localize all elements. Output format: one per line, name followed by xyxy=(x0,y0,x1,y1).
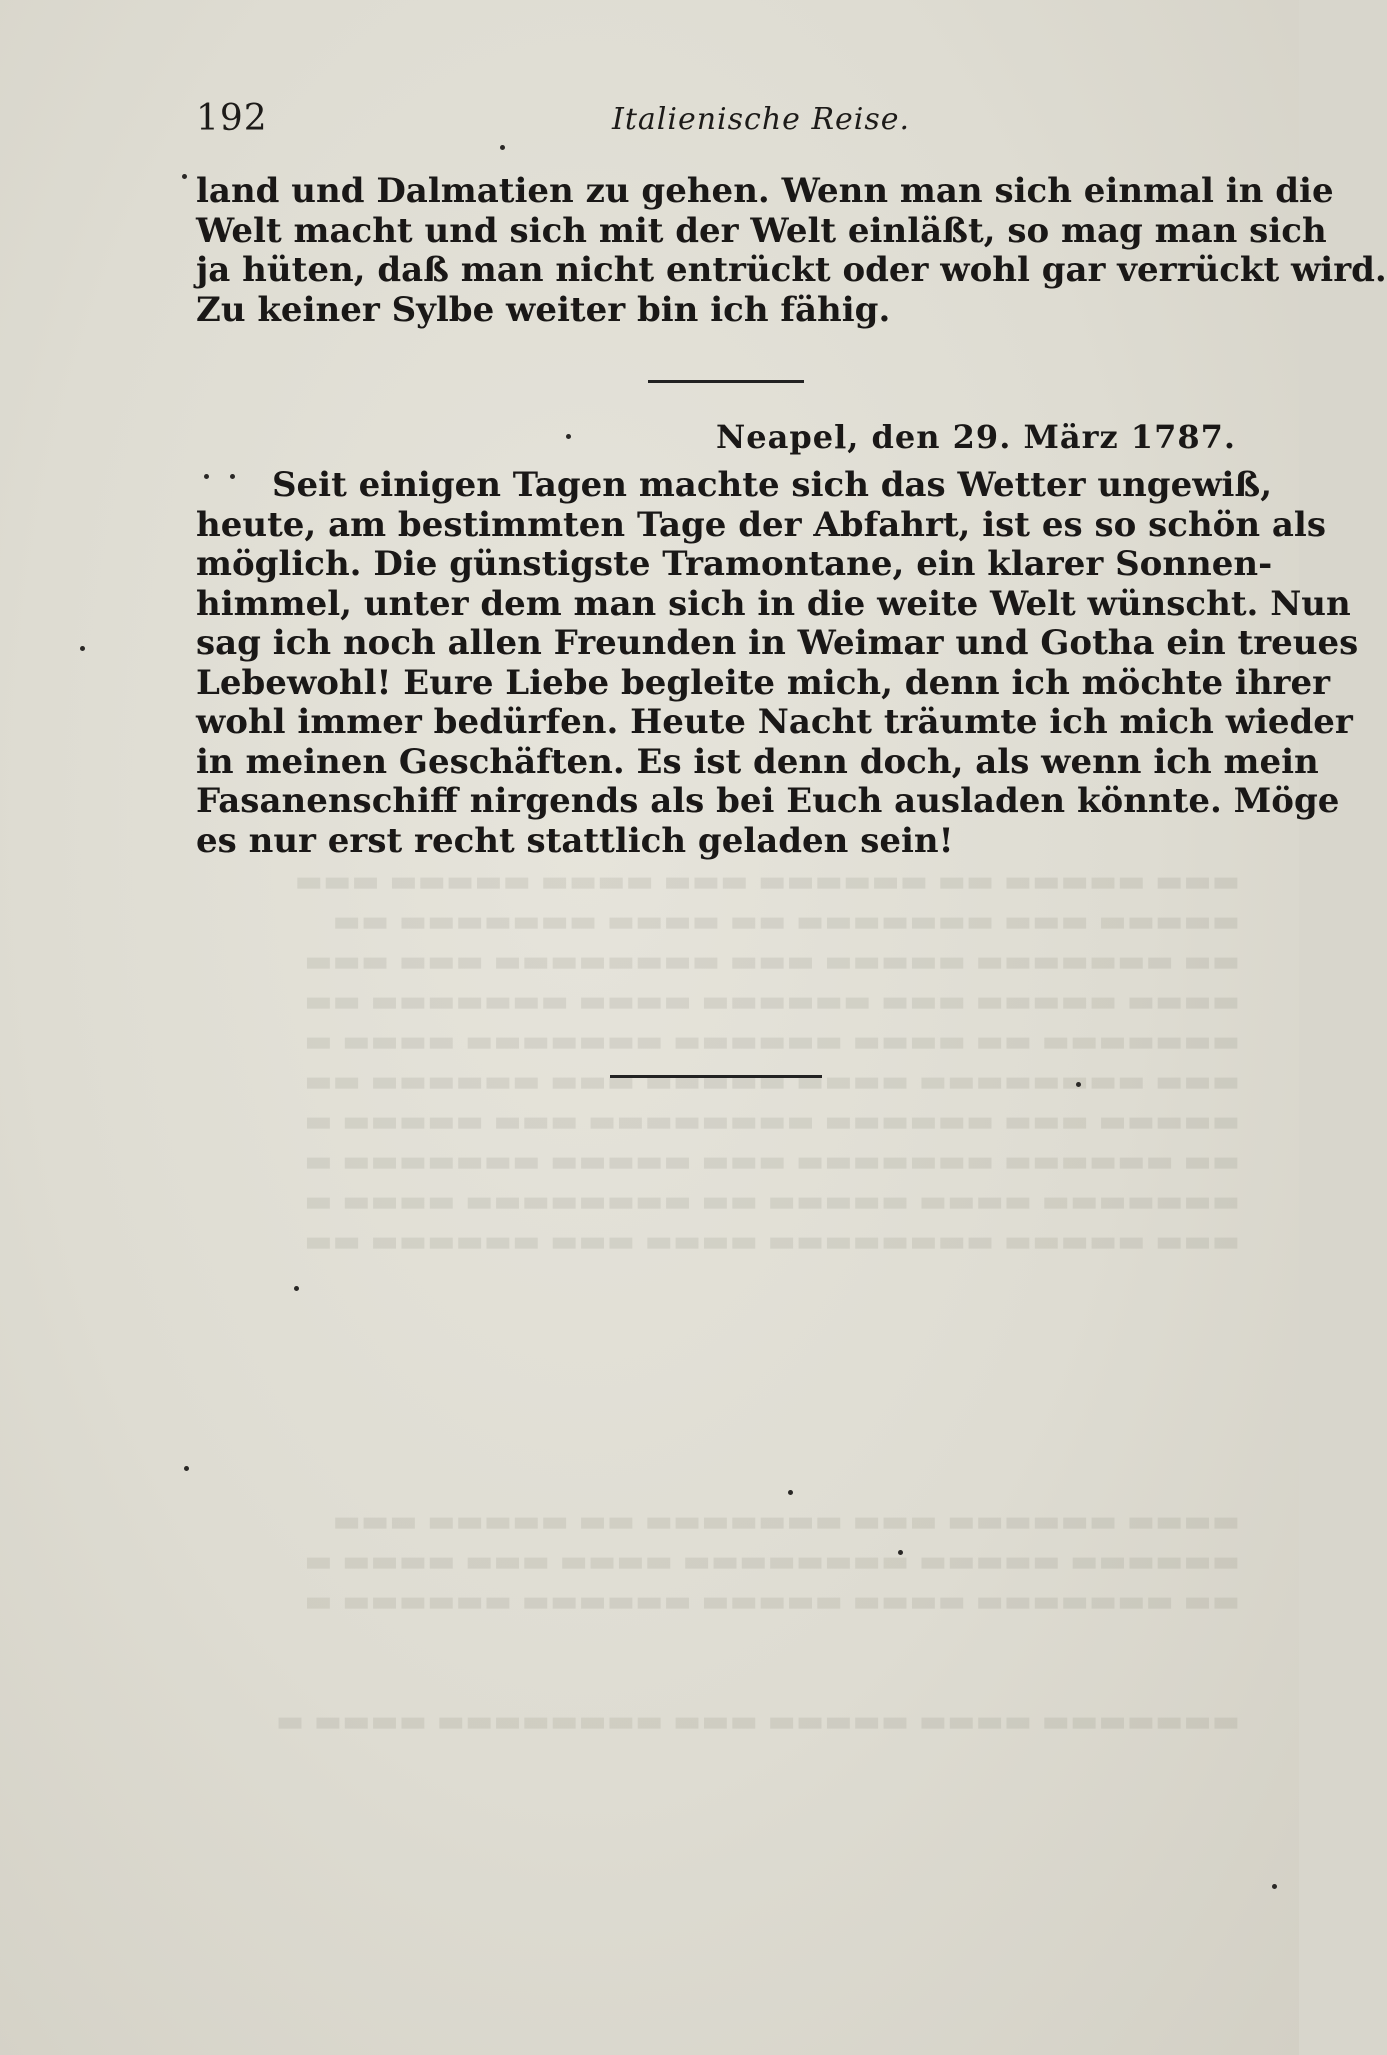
text-line: himmel, unter dem man sich in die weite Welt wünscht. Nun xyxy=(196,583,1351,624)
paper-speck xyxy=(184,1466,189,1471)
paper-speck xyxy=(1272,1884,1277,1889)
paper-speck xyxy=(182,174,187,179)
text-line: möglich. Die günstigste Tramontane, ein klarer Sonnen- xyxy=(196,544,1273,584)
text-line: wohl immer bedürfen. Heute Nacht träumte ich mich wieder xyxy=(196,702,1353,742)
paper-speck xyxy=(566,434,571,439)
running-head xyxy=(196,98,1236,148)
paper-speck xyxy=(1076,1082,1081,1087)
text-line: land und Dalmatien zu gehen. Wenn man sich einmal in die xyxy=(196,171,1334,211)
page-number: 192 xyxy=(196,98,268,139)
paper-speck xyxy=(898,1550,903,1555)
text-line: in meinen Geschäften. Es ist denn doch, als wenn ich mein xyxy=(196,741,1319,782)
text-line: heute, am bestimmten Tage der Abfahrt, ist es so schön als xyxy=(196,504,1326,545)
text-line: Zu keiner Sylbe weiter bin ich fähig. xyxy=(196,289,891,330)
text-line: es nur erst recht stattlich geladen sein! xyxy=(196,820,954,861)
text-line: Fasanenschiff nirgends als bei Euch ausladen könnte. Möge xyxy=(196,781,1340,821)
text-line: Welt macht und sich mit der Welt einläßt, so mag man sich xyxy=(196,210,1327,251)
text-line: Seit einigen Tagen machte sich das Wetter ungewiß, xyxy=(272,465,1273,505)
paper-speck xyxy=(80,646,85,651)
paragraph-main xyxy=(196,465,1359,861)
chapter-end-rule xyxy=(610,1075,822,1078)
text-line: ja hüten, daß man nicht entrückt oder wohl gar verrückt wird. xyxy=(196,250,1387,290)
paper-speck xyxy=(230,474,235,479)
paper-speck xyxy=(500,145,505,150)
section-divider xyxy=(648,380,804,383)
text-line: sag ich noch allen Freunden in Weimar und Gotha ein treues xyxy=(196,623,1359,663)
paper-speck xyxy=(204,474,209,479)
dateline: Neapel, den 29. März 1787. xyxy=(716,418,1236,456)
paper-speck xyxy=(788,1490,793,1495)
text-line: Lebewohl! Eure Liebe begleite mich, denn ich möchte ihrer xyxy=(196,662,1331,703)
paper-speck xyxy=(294,1286,299,1291)
paragraph-continued xyxy=(196,171,1387,330)
show-through-texture: ▬▬▬ ▬▬▬▬▬ ▬▬ ▬▬▬▬▬▬ ▬▬▬ ▬▬▬▬ ▬▬▬▬▬ ▬▬▬ ▬▬▬▬▬ ▬▬▬ ▬▬▬▬▬▬▬ ▬▬ ▬▬▬▬ ▬▬▬▬▬▬▬ ▬▬ ▬▬ ▬▬▬▬▬▬▬ ▬▬▬▬▬ ▬▬▬ ▬▬▬▬▬▬▬▬ ▬▬▬ ▬▬▬ ▬▬▬▬ ▬▬▬▬▬ ▬▬▬ ▬▬▬▬▬▬ ▬▬▬▬ ▬▬▬▬▬▬▬ ▬▬ ▬▬▬▬▬▬▬ ▬▬ ▬▬▬▬ ▬▬▬▬▬▬ ▬▬▬▬▬▬▬ ▬▬▬▬ ▬ ▬▬▬ ▬▬▬▬▬▬▬▬ ▬▬▬▬ ▬▬▬▬▬ ▬▬▬ ▬▬▬▬▬▬ ▬▬ ▬▬▬▬▬ ▬▬▬ ▬▬▬▬▬▬ ▬▬▬▬▬▬▬▬ ▬▬▬ ▬▬▬▬▬ ▬ ▬▬ ▬▬▬▬▬▬ ▬▬▬▬▬▬▬ ▬▬▬ ▬▬▬▬▬ ▬▬▬▬▬▬▬ ▬ ▬▬▬▬▬▬▬ ▬▬▬▬ ▬▬▬▬▬ ▬▬ ▬▬▬▬▬▬▬▬ ▬▬▬▬ ▬ ▬▬▬ ▬▬▬▬▬ ▬▬▬▬▬▬▬▬ ▬▬▬▬ ▬▬▬ ▬▬▬▬▬▬ ▬▬ ▬▬▬▬ ▬▬▬▬▬▬ ▬▬▬ ▬▬▬▬▬▬▬ ▬▬ ▬▬▬▬▬ ▬▬▬ ▬▬▬▬▬▬ ▬▬▬▬▬ ▬▬▬▬▬▬▬▬ ▬▬▬▬ ▬▬▬ ▬▬▬▬ ▬ ▬▬ ▬▬▬▬▬▬▬ ▬▬▬▬ ▬▬▬▬▬ ▬▬▬▬▬▬ ▬▬▬▬▬▬ ▬ ▬▬▬▬▬▬▬ ▬▬▬▬ ▬▬▬▬▬ ▬▬▬ ▬▬▬▬▬▬▬▬ ▬▬▬▬ ▬ xyxy=(275,864,1240,1739)
running-title: Italienische Reise. xyxy=(612,102,911,137)
